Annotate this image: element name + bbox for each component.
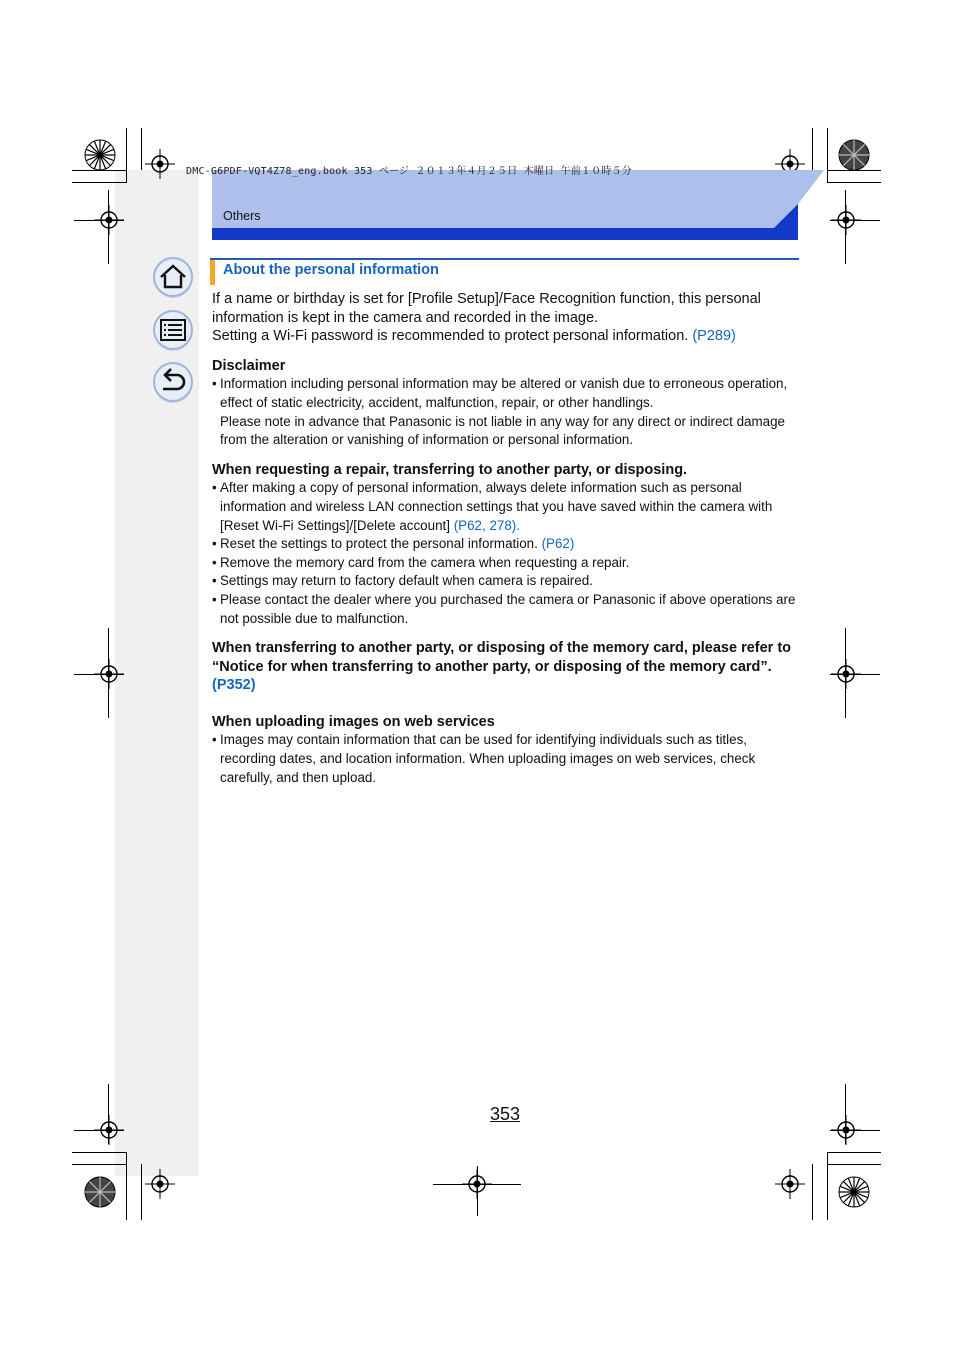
repair-text-1: After making a copy of personal information, always delete information such as personal information and wireless LAN connection settings that you have saved within the camera with [Reset Wi-Fi Settings]/[Delete account] xyxy=(220,480,773,533)
list-item: • Please contact the dealer where you purchased the camera or Panasonic if above operations are not possible due to malfunction. xyxy=(212,591,802,628)
menu-list-icon xyxy=(152,309,194,351)
web-list xyxy=(212,731,802,787)
disclaimer-text-b: Please note in advance that Panasonic is not liable in any way for any direct or indirect damage from the alteration or vanishing of information or personal information. xyxy=(220,413,785,448)
section-title: About the personal information xyxy=(223,262,439,278)
list-item: • Images may contain information that can be used for identifying individuals such as titles, recording dates, and location information. When uploading images on web services, check carefully, and then upload. xyxy=(212,731,802,787)
intro-text-1: If a name or birthday is set for [Profile Setup]/Face Recognition function, this personal information is kept in the camera and recorded in the image. xyxy=(212,291,761,326)
section-header-band xyxy=(212,170,824,240)
registration-mark-icon xyxy=(775,1169,805,1199)
print-header: DMC-G6PDF-VQT4Z78_eng.book 353 ページ ２０１３年４月２５日 木曜日 午前１０時５分 xyxy=(186,166,632,177)
disclaimer-text-a: Information including personal information may be altered or vanish due to erroneous operation, effect of static electricity, accident, malfunction, repair, or other handlings. xyxy=(220,376,788,410)
star-target-icon xyxy=(84,1176,116,1208)
page-number[interactable]: 353 xyxy=(490,1104,521,1124)
link-p278[interactable]: 278) xyxy=(489,517,517,533)
registration-mark-icon xyxy=(145,149,175,179)
link-p289[interactable]: (P289) xyxy=(692,328,736,345)
home-button[interactable] xyxy=(152,256,194,298)
list-item: • Remove the memory card from the camera when requesting a repair. xyxy=(212,554,802,573)
link-period: . xyxy=(516,517,520,533)
list-item xyxy=(212,375,802,449)
list-item xyxy=(212,535,802,554)
memory-card-text: When transferring to another party, or disposing of the memory card, please refer to “Notice for when transferring to another party, or disposing of the memory card”. xyxy=(212,640,792,675)
repair-text-2: Reset the settings to protect the personal information. xyxy=(220,536,538,552)
link-p62[interactable]: (P62 xyxy=(453,517,482,533)
link-p62[interactable]: (P62) xyxy=(541,536,575,552)
memory-card-notice xyxy=(212,639,802,695)
section-label: Others xyxy=(223,209,261,223)
star-target-icon xyxy=(838,139,870,171)
star-target-icon xyxy=(84,139,116,171)
home-icon xyxy=(152,256,194,298)
repair-list xyxy=(212,479,802,628)
disclaimer-title: Disclaimer xyxy=(212,357,286,374)
heading-accent xyxy=(210,260,215,285)
list-item xyxy=(212,479,802,535)
web-title: When uploading images on web services xyxy=(212,713,495,730)
section-heading xyxy=(210,258,800,285)
main-content xyxy=(212,290,802,787)
star-target-icon xyxy=(838,1176,870,1208)
heading-rule xyxy=(210,258,799,260)
intro-text-2: Setting a Wi-Fi password is recommended to protect personal information. xyxy=(212,328,689,345)
intro-paragraph xyxy=(212,290,802,346)
back-arrow-icon xyxy=(152,361,194,403)
disclaimer-list xyxy=(212,375,802,449)
link-separator: , xyxy=(482,517,490,533)
back-button[interactable] xyxy=(152,361,194,403)
repair-title: When requesting a repair, transferring to another party, or disposing. xyxy=(212,461,688,478)
registration-mark-icon xyxy=(145,1169,175,1199)
list-item: • Settings may return to factory default when camera is repaired. xyxy=(212,572,802,591)
link-p352[interactable]: (P352) xyxy=(212,677,256,694)
menu-button[interactable] xyxy=(152,309,194,351)
